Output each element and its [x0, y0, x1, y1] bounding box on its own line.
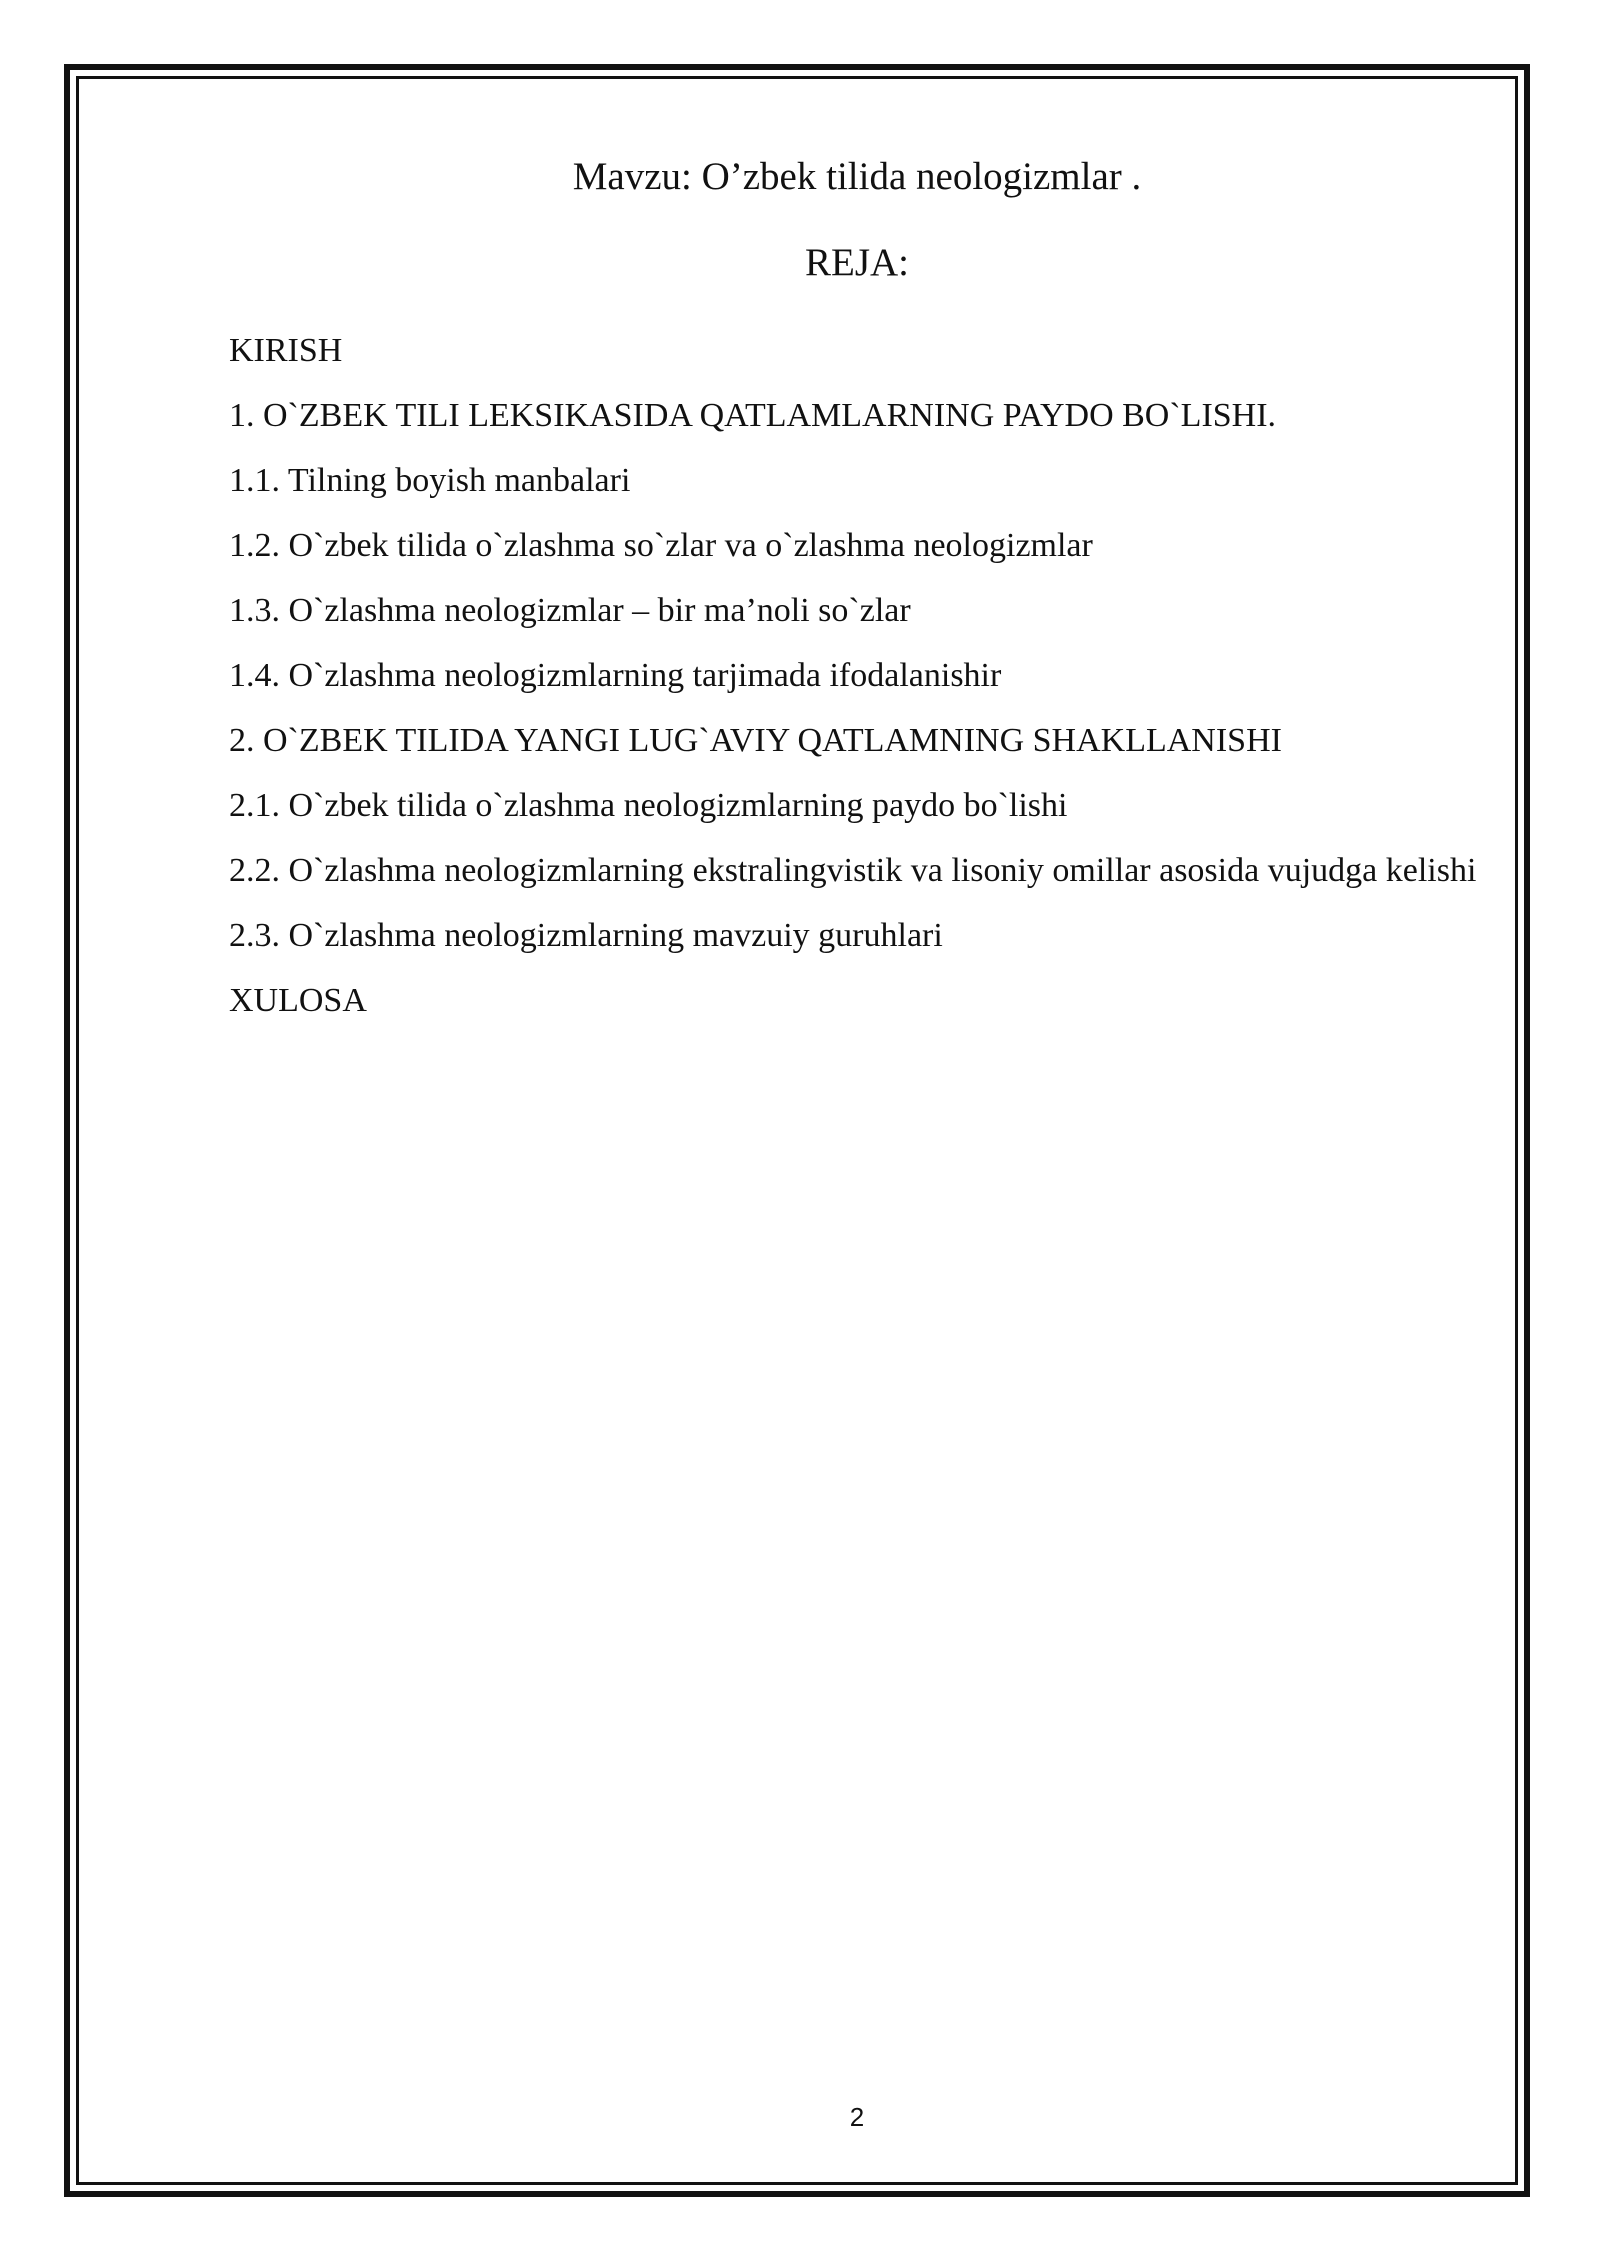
plan-item-chapter-1: 1. O`ZBEK TILI LEKSIKASIDA QATLAMLARNING PAYDO BO`LISHI.: [229, 397, 1277, 434]
plan-item-intro: KIRISH: [229, 332, 343, 369]
plan-item-2-3: 2.3. O`zlashma neologizmlarning mavzuiy guruhlari: [229, 917, 943, 954]
plan-item-1-3: 1.3. O`zlashma neologizmlar – bir ma’noli so`zlar: [229, 592, 911, 629]
plan-item-1-1: 1.1. Tilning boyish manbalari: [229, 462, 631, 499]
document-title: Mavzu: O’zbek tilida neologizmlar .: [572, 155, 1142, 198]
plan-item-chapter-2: 2. O`ZBEK TILIDA YANGI LUG`AVIY QATLAMNING SHAKLLANISHI: [229, 722, 1282, 759]
plan-item-1-2: 1.2. O`zbek tilida o`zlashma so`zlar va o`zlashma neologizmlar: [229, 527, 1093, 564]
plan-item-2-2: 2.2. O`zlashma neologizmlarning ekstralingvistik va lisoniy omillar asosida vujudga kelishi: [229, 852, 1477, 889]
page-number: 2: [849, 2102, 865, 2132]
plan-item-conclusion: XULOSA: [229, 982, 367, 1019]
plan-heading: REJA:: [804, 241, 909, 284]
plan-list: [229, 318, 1488, 1033]
plan-item-1-4: 1.4. O`zlashma neologizmlarning tarjimada ifodalanishir: [229, 657, 1002, 694]
plan-item-2-1: 2.1. O`zbek tilida o`zlashma neologizmlarning paydo bo`lishi: [229, 787, 1068, 824]
